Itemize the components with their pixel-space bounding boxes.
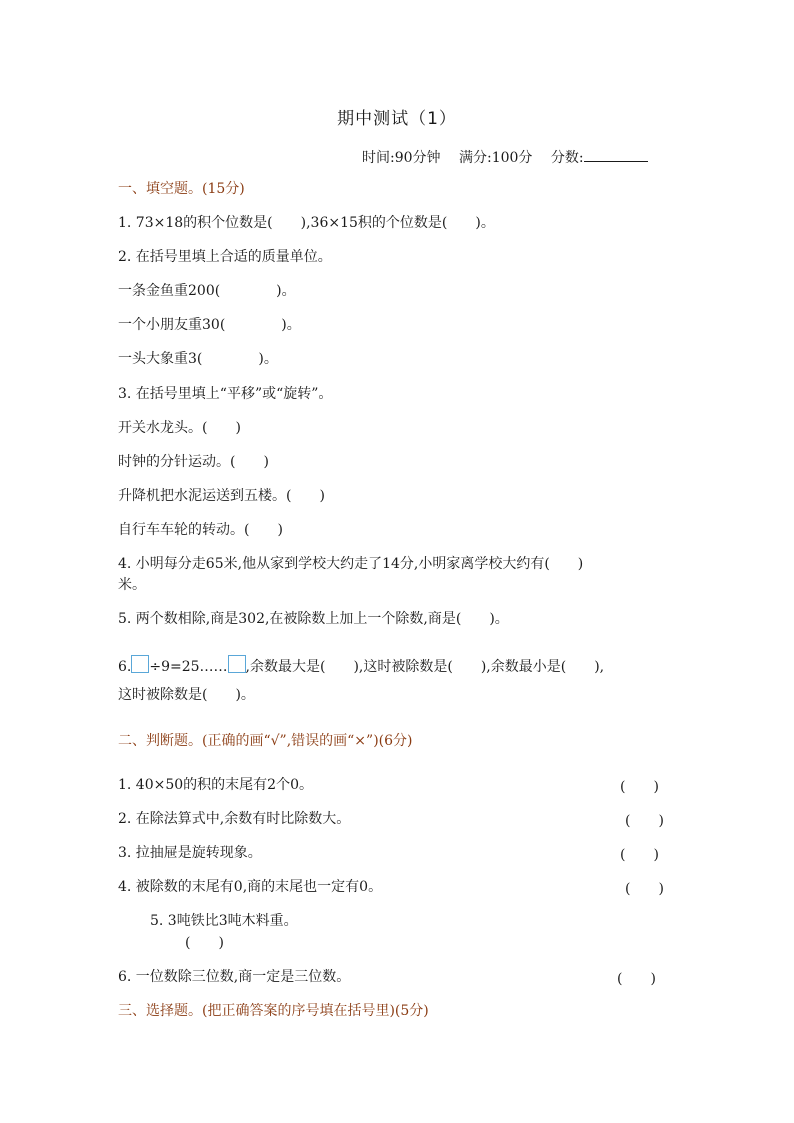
fill-question-3: 3. 在括号里填上“平移”或“旋转”。: [118, 386, 333, 402]
fill-question-4: 4. 小明每分走65米,他从家到学校大约走了14分,小明家离学校大约有( ): [118, 556, 584, 572]
fill-question-2b: 一个小朋友重30( )。: [118, 317, 301, 333]
fill-question-6-cont: 这时被除数是( )。: [118, 687, 255, 703]
fill-question-3b: 时钟的分针运动。( ): [118, 454, 269, 470]
fill-question-2: 2. 在括号里填上合适的质量单位。: [118, 249, 332, 265]
judge-answer-4[interactable]: ( ): [625, 881, 664, 897]
fill-question-1: 1. 73×18的积个位数是( ),36×15积的个位数是( )。: [118, 215, 495, 231]
exam-meta: [362, 147, 662, 167]
q6-equation: ÷9=25……: [149, 659, 228, 675]
judge-answer-5[interactable]: ( ): [185, 935, 224, 951]
fill-question-4-cont: 米。: [118, 577, 146, 593]
q6-number: 6.: [118, 659, 132, 675]
judge-answer-1[interactable]: ( ): [620, 779, 659, 795]
judge-question-4: 4. 被除数的末尾有0,商的末尾也一定有0。: [118, 879, 383, 895]
judge-answer-2[interactable]: ( ): [625, 813, 664, 829]
time-limit: 时间:90分钟: [362, 150, 441, 166]
page-title: 期中测试（1）: [337, 109, 457, 129]
fill-question-2a: 一条金鱼重200( )。: [118, 283, 296, 299]
fill-question-6: [118, 655, 604, 676]
fill-question-3a: 开关水龙头。( ): [118, 420, 241, 436]
section-fill-heading: 一、填空题。(15分): [118, 181, 245, 197]
section-judge-heading: 二、判断题。(正确的画“√”,错误的画“×”)(6分): [118, 733, 413, 749]
judge-question-3: 3. 拉抽屉是旋转现象。: [118, 845, 262, 861]
judge-question-6: 6. 一位数除三位数,商一定是三位数。: [118, 969, 351, 985]
score-blank[interactable]: [584, 148, 648, 162]
full-score: 满分:100分: [458, 150, 533, 166]
remainder-box[interactable]: [228, 655, 246, 673]
judge-answer-6[interactable]: ( ): [617, 971, 656, 987]
score-label: 分数:: [550, 150, 584, 166]
judge-question-2: 2. 在除法算式中,余数有时比除数大。: [118, 811, 351, 827]
judge-question-1: 1. 40×50的积的末尾有2个0。: [118, 777, 313, 793]
judge-question-5: 5. 3吨铁比3吨木料重。: [150, 913, 298, 929]
fill-question-2c: 一头大象重3( )。: [118, 351, 278, 367]
fill-question-3d: 自行车车轮的转动。( ): [118, 522, 283, 538]
dividend-box[interactable]: [131, 655, 149, 673]
fill-question-5: 5. 两个数相除,商是302,在被除数上加上一个除数,商是( )。: [118, 611, 509, 627]
section-choice-heading: 三、选择题。(把正确答案的序号填在括号里)(5分): [118, 1003, 429, 1019]
q6-rest: ,余数最大是( ),这时被除数是( ),余数最小是( ),: [245, 659, 605, 675]
judge-answer-3[interactable]: ( ): [620, 847, 659, 863]
fill-question-3c: 升降机把水泥运送到五楼。( ): [118, 488, 325, 504]
